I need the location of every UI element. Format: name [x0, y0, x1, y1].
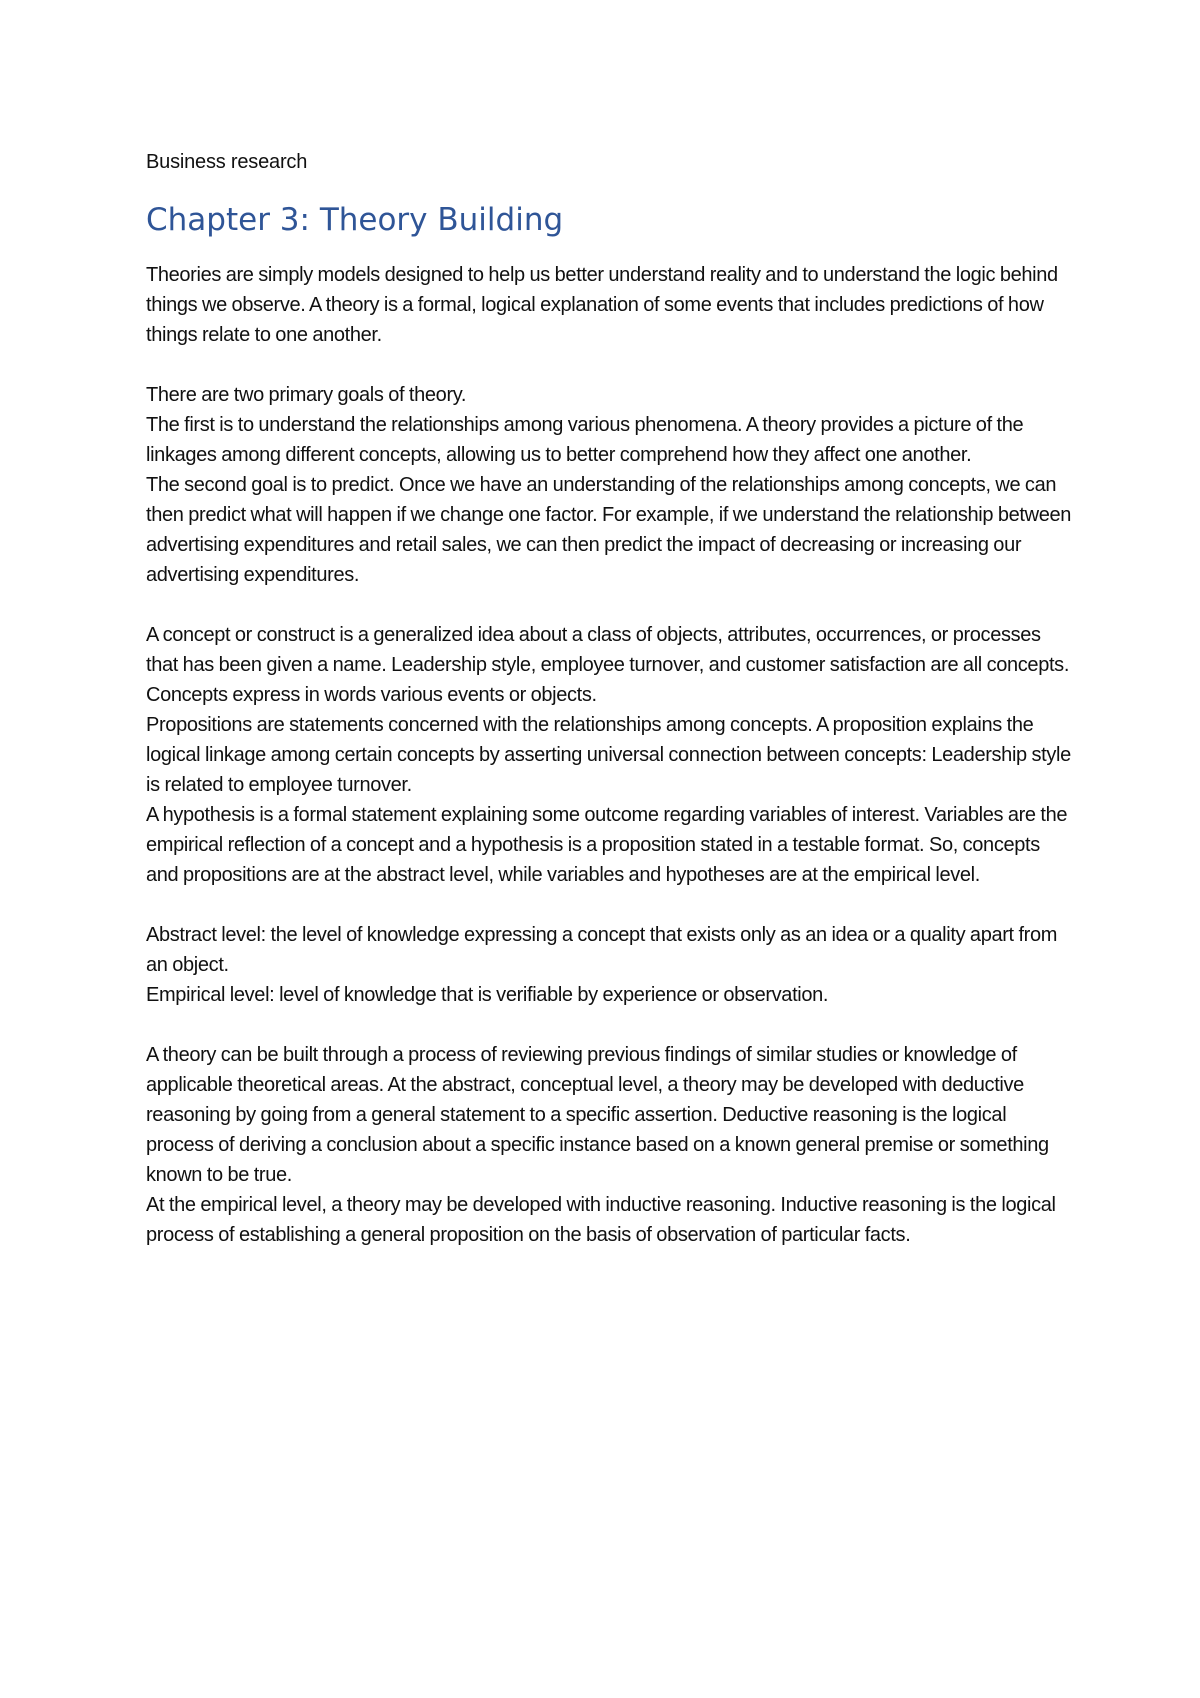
- document-body: [146, 148, 1076, 1250]
- paragraph-empirical-level: Empirical level: level of knowledge that is verifiable by experience or observation.: [146, 984, 829, 1006]
- paragraph-gap: [146, 890, 1076, 920]
- paragraph-gap: [146, 1010, 1076, 1040]
- document-header-label: Business research: [146, 151, 308, 173]
- chapter-title: Chapter 3: Theory Building: [146, 202, 564, 238]
- paragraph-second-goal: The second goal is to predict. Once we have an understanding of the relationships among concepts, we can then predict what will happen if we change one factor. For example, if we understand the relationship between advertising expenditures and retail sales, we can then predict the impact of decreasing or increasing our advertising expenditures.: [146, 474, 1072, 586]
- paragraph-abstract-level: Abstract level: the level of knowledge expressing a concept that exists only as an idea or a quality apart from an object.: [146, 924, 1058, 976]
- paragraph-deductive-reasoning: A theory can be built through a process of reviewing previous findings of similar studies or knowledge of applicable theoretical areas. At the abstract, conceptual level, a theory may be developed with deductive reasoning by going from a general statement to a specific assertion. Deductive reasoning is the logical process of deriving a conclusion about a specific instance based on a known general premise or something known to be true.: [146, 1044, 1049, 1186]
- paragraph-goals-intro: There are two primary goals of theory.: [146, 384, 467, 406]
- paragraph-theory-definition: Theories are simply models designed to help us better understand reality and to understand the logic behind things we observe. A theory is a formal, logical explanation of some events that includes predictions of how things relate to one another.: [146, 264, 1058, 346]
- paragraph-gap: [146, 350, 1076, 380]
- paragraph-inductive-reasoning: At the empirical level, a theory may be developed with inductive reasoning. Inductive reasoning is the logical process of establishing a general proposition on the basis of observation of particular facts.: [146, 1194, 1056, 1246]
- paragraph-concept-definition: A concept or construct is a generalized idea about a class of objects, attributes, occurrences, or processes that has been given a name. Leadership style, employee turnover, and customer satisfaction are all concepts. Concepts express in words various events or objects.: [146, 624, 1070, 706]
- paragraph-propositions: Propositions are statements concerned with the relationships among concepts. A proposition explains the logical linkage among certain concepts by asserting universal connection between concepts: Leadership style is related to employee turnover.: [146, 714, 1071, 796]
- paragraph-gap: [146, 590, 1076, 620]
- paragraph-hypothesis: A hypothesis is a formal statement explaining some outcome regarding variables of interest. Variables are the empirical reflection of a concept and a hypothesis is a proposition stated in a testable format. So, concepts and propositions are at the abstract level, while variables and hypotheses are at the empirical level.: [146, 804, 1068, 886]
- paragraph-first-goal: The first is to understand the relationships among various phenomena. A theory provides a picture of the linkages among different concepts, allowing us to better comprehend how they affect one another.: [146, 414, 1024, 466]
